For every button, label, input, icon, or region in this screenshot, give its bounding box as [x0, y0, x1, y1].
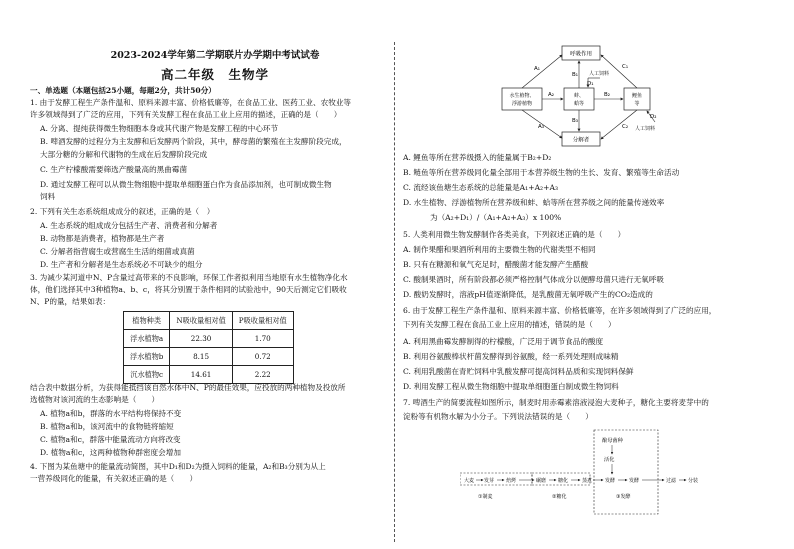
table-cell: 14.61: [170, 366, 232, 384]
q5-option-b: B. 只有在糖源和氧气充足时，醋酸菌才能发酵产生醋酸: [403, 260, 589, 269]
step-ferment: 发酵: [605, 478, 616, 484]
step-ferment-2: 发酵: [629, 478, 640, 484]
step-boil: 蒸煮: [582, 478, 593, 484]
box-decomposers: 分解者: [572, 137, 590, 144]
table-cell: 沉水植物c: [124, 366, 170, 384]
table-header: 植物种类: [124, 312, 170, 330]
q3-after: 结合表中数据分析，为获得能抵挡该自然水体中N、P的最佳效果，应投放的两种植物及投放所: [30, 383, 346, 392]
q4-stem: 一营养级同化的能量，有关叙述正确的是（ ）: [30, 474, 198, 483]
q3-option-c: C. 植物a和c，群落中能量流动方向将改变: [40, 435, 181, 444]
grade-subject-title: 高二年级 生物学: [160, 67, 269, 82]
q4-option-d: 为（A₂+D₁）/（A₁+A₂+A₃）x 100%: [430, 213, 562, 222]
label-saccharification: ②糖化: [552, 494, 567, 500]
label-c1: C₁: [622, 64, 629, 70]
box-producers-2: 浮游植物: [511, 101, 533, 107]
absorption-table: [123, 311, 294, 384]
label-b1: B₁: [572, 72, 578, 78]
q6-option-d: D. 利用发酵工程从微生物细胞中提取单细胞蛋白制成微生物饲料: [403, 382, 619, 391]
step-barley: 大麦: [464, 478, 475, 484]
box-mussels-2: 蛤等: [573, 101, 585, 107]
q1-option-a: A. 分离、提纯获得微生物细胞本身或其代谢产物是发酵工程的中心环节: [40, 124, 279, 133]
q2-option-d: D. 生产者和分解者是生态系统必不可缺少的组分: [40, 260, 203, 269]
step-filter: 过滤: [666, 478, 677, 484]
q3-stem: 体，他们选择其中3种植物a、b、c，将其分别置于条件相同的试验池中，90天后测定它们吸收: [30, 285, 347, 294]
step-saccharify: 糖化: [558, 478, 569, 484]
table-cell: 2.22: [232, 366, 293, 384]
table-header: P吸收量相对值: [232, 312, 293, 330]
q4-stem: 4. 下图为某鱼塘中的能量流动简图，其中D₁和D₂为摄入饲料的能量，A₂和B₃分别为从上: [30, 462, 326, 471]
label-a1: A₁: [534, 66, 540, 72]
q6-option-b: B. 利用谷氨酸棒状杆菌发酵得到谷氨酸，经一系列处理则成味精: [403, 352, 619, 361]
energy-flow-diagram: [500, 42, 665, 150]
q4-option-a: A. 鲤鱼等所在营养级摄入的能量属于B₂+D₂: [403, 153, 552, 162]
table-cell: 浮水植物a: [124, 330, 170, 348]
box-respiration: 呼吸作用: [569, 51, 593, 58]
label-a2: A₂: [548, 92, 554, 98]
q7-stem: 淀粉等有机物水解为小分子。下列说法错误的是（ ）: [403, 412, 593, 421]
table-cell: 8.15: [170, 348, 232, 366]
section-heading: 一、单选题（本题包括25小题，每题2分，共计50分）: [30, 86, 216, 95]
table-cell: 22.30: [170, 330, 232, 348]
q5-stem: 5. 人类利用微生物发酵制作各类美食，下列叙述正确的是（ ）: [403, 230, 626, 239]
table-cell: 0.72: [232, 348, 293, 366]
box-producers: 水生植物、: [509, 93, 535, 99]
q3-option-b: B. 植物a和b，该河流中的食物链将缩短: [40, 422, 174, 431]
q6-stem: 6. 由于发酵工程生产条件温和、原料来源丰富、价格低廉等，在许多领域得到了广泛的应用，: [403, 306, 717, 315]
q1-stem: 许多领域得到了广泛的应用，下列有关发酵工程在食品工业上应用的描述，正确的是（ ）: [30, 110, 342, 119]
activation: 活化: [604, 457, 615, 463]
q5-option-c: C. 酸制果酒时，所有阶段都必须严格控制气体成分以便酵母菌只进行无氧呼吸: [403, 275, 664, 284]
q1-option-d: D. 通过发酵工程可以从微生物细胞中提取单细胞蛋白作为食品添加剂，也可制成微生物: [40, 180, 332, 189]
box-mussels: 蚌、: [573, 93, 585, 99]
q2-option-c: C. 分解者指营腐生或营腐生生活的细菌或真菌: [40, 247, 195, 256]
label-a3: A₃: [538, 124, 544, 130]
exam-title: 2023-2024学年第二学期联片办学期中考试试卷: [110, 50, 320, 61]
label-b2: B₂: [604, 92, 610, 98]
q6-stem: 下列有关发酵工程在食品工业上应用的描述，错误的是（ ）: [403, 320, 616, 329]
label-b3: B₃: [572, 118, 578, 124]
table-cell: 浮水植物b: [124, 348, 170, 366]
q4-option-d: D. 水生植物、浮游植物所在营养级和蚌、蛤等所在营养级之间的能量传递效率: [403, 198, 665, 207]
q1-option-d: 饲料: [40, 192, 56, 201]
label-fermentation: ③发酵: [616, 494, 631, 500]
label-feed-2: 人工饲料: [635, 126, 656, 132]
table-cell: 1.70: [232, 330, 293, 348]
table-row: [124, 366, 294, 384]
label-feed-1: 人工饲料: [589, 71, 610, 77]
table-row: [124, 348, 294, 366]
q3-option-d: D. 植物a和c，这两种植物种群密度会增加: [40, 448, 181, 457]
q6-option-c: C. 利用乳酸菌在青贮饲料中乳酸发酵可提高饲料品质和实现饲料保鲜: [403, 367, 634, 376]
label-d2: D₂: [650, 114, 657, 120]
beer-process-diagram: [460, 428, 760, 528]
step-germinate: 发芽: [484, 478, 495, 484]
q1-option-c: C. 生产柠檬酸需要筛选产酸量高的黑曲霉菌: [40, 165, 188, 174]
q5-option-d: D. 酸奶发酵时，溶液pH值逐渐降低，是乳酸菌无氧呼吸产生的CO₂造成的: [403, 290, 653, 299]
q5-option-a: A. 制作果醋和果酒所利用的主要微生物的代谢类型不相同: [403, 245, 596, 254]
q4-option-c: C. 流经该鱼塘生态系统的总能量是A₁+A₂+A₃: [403, 183, 558, 192]
q2-option-a: A. 生态系统的组成成分包括生产者、消费者和分解者: [40, 221, 218, 230]
q3-option-a: A. 植物a和b，群落的水平结构将保持不变: [40, 409, 182, 418]
q1-stem: 1. 由于发酵工程生产条件温和、原料来源丰富、价格低廉等，在食品工业、医药工业、农牧业等: [30, 98, 351, 107]
column-divider: [394, 42, 395, 542]
step-bake: 焙烤: [506, 478, 517, 484]
step-grind: 碾磨: [536, 478, 547, 484]
box-carp: 鲤鱼: [631, 93, 643, 99]
table-header-row: [124, 312, 294, 330]
q1-option-b: B. 啤酒发酵的过程分为主发酵和后发酵两个阶段，其中，酵母菌的繁殖在主发酵阶段完成，: [40, 137, 347, 146]
yeast-strain: 酿母菌种: [602, 438, 623, 444]
q2-stem: 2. 下列有关生态系统组成成分的叙述，正确的是（ ）: [30, 207, 215, 216]
table-row: [124, 330, 294, 348]
table-header: N吸收量相对值: [170, 312, 232, 330]
label-d1: D₁: [587, 81, 594, 87]
label-malting: ①制麦: [478, 494, 493, 500]
q3-after: 选植物对该河流的生态影响是（ ）: [30, 395, 160, 404]
box-carp-2: 等: [634, 101, 640, 107]
q3-stem: 3. 为减少某河道中N、P含量过高带来的不良影响，环保工作者拟利用当地原有水生植物净化水: [30, 273, 348, 282]
step-package: 分装: [688, 478, 699, 484]
label-c2: C₂: [622, 124, 629, 130]
q2-option-b: B. 动物都是消费者，植物都是生产者: [40, 234, 165, 243]
q1-option-b: 大部分糖的分解和代谢物的生成在后发酵阶段完成: [40, 150, 208, 159]
q4-option-b: B. 鲢鱼等所在营养级同化量全部用于本营养级生物的生长、发育、繁殖等生命活动: [403, 168, 680, 177]
q3-stem: N、P的量，结果如表：: [30, 297, 111, 306]
q6-option-a: A. 利用黑曲霉发酵制得的柠檬酸，广泛用于调节食品的酸度: [403, 337, 604, 346]
q7-stem: 7. 啤酒生产的简要流程如图所示，制麦时用赤霉素溶液浸泡大麦种子，糖化主要将麦芽中的: [403, 398, 709, 407]
